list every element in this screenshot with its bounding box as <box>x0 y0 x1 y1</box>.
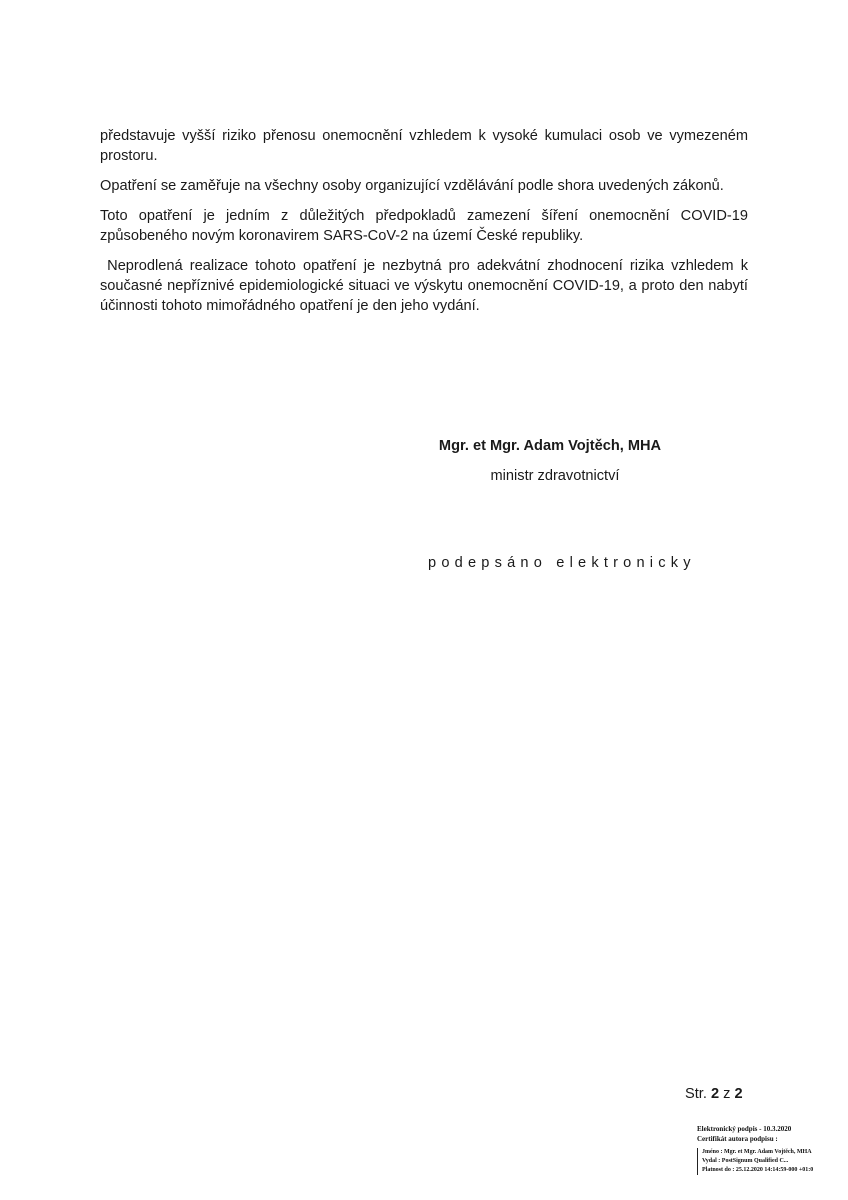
signatory-role: ministr zdravotnictví <box>490 468 620 484</box>
page-separator: z <box>723 1086 731 1102</box>
page-current: 2 <box>710 1086 720 1102</box>
paragraph-1: představuje vyšší riziko přenosu onemocnění vzhledem k vysoké kumulaci osob ve vymezeném prostoru. <box>100 128 748 164</box>
paragraph-4: Neprodlená realizace tohoto opatření je nezbytná pro adekvátní zhodnocení rizika vzhledem k současné nepříznivé epidemiologické situaci ve výskytu onemocnění COVID-19, a proto den nabytí účinnosti tohoto mimořádného opatření je den jeho vydání. <box>100 258 753 314</box>
signed-electronically-note: podepsáno elektronicky <box>428 555 696 571</box>
electronic-signature-block <box>697 1124 842 1175</box>
esig-issuer: Vydal : PostSignum Qualified C... <box>702 1158 789 1164</box>
paragraph-3: Toto opatření je jedním z důležitých předpokladů zamezení šíření onemocnění COVID-19 způsobeného novým koronavirem SARS-CoV-2 na území České republiky. <box>100 208 748 244</box>
esig-cert-heading: Certifikát autora podpisu : <box>697 1135 778 1143</box>
esig-validity: Platnost do : 25.12.2020 14:14:59-000 +01:0 <box>702 1167 814 1173</box>
document-body <box>100 126 753 326</box>
signatory-name: Mgr. et Mgr. Adam Vojtěch, MHA <box>438 438 662 454</box>
page-prefix: Str. <box>685 1086 707 1102</box>
esig-name: Jméno : Mgr. et Mgr. Adam Vojtěch, MHA <box>702 1149 812 1155</box>
esig-cert-details <box>697 1148 842 1175</box>
page-total: 2 <box>734 1086 743 1102</box>
esig-date-line: Elektronický podpis - 10.3.2020 <box>697 1125 792 1133</box>
page-number <box>685 1086 743 1102</box>
paragraph-2: Opatření se zaměřuje na všechny osoby organizující vzdělávání podle shora uvedených zákonů. <box>100 178 724 194</box>
